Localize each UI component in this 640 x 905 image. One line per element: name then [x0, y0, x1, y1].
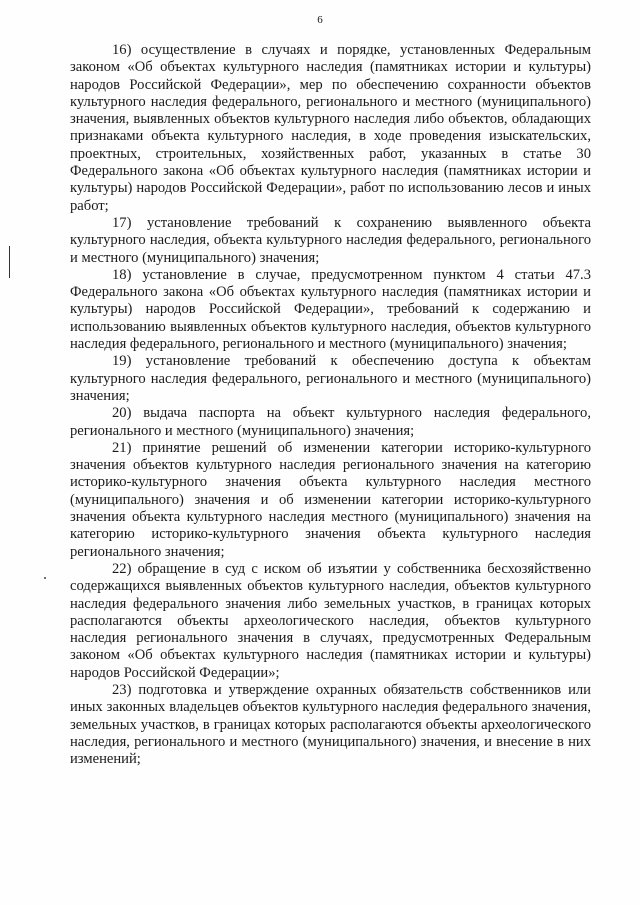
- paragraph-20: 20) выдача паспорта на объект культурного наследия федерального, регионального и местного (муниципального) значения;: [70, 405, 591, 439]
- paragraph-19: 19) установление требований к обеспечению доступа к объектам культурного наследия федерального, регионального и местного (муниципального) значения;: [70, 353, 591, 404]
- paragraph-23: 23) подготовка и утверждение охранных обязательств собственников или иных законных владельцев объектов культурного наследия федерального значения, земельных участков, в границах которых располагаются объекты археологического наследия, регионального и местного (муниципального) значения, и внесение в них изменений;: [70, 681, 591, 768]
- document-body: [70, 42, 591, 768]
- page-number: 6: [317, 14, 323, 26]
- paragraph-18: 18) установление в случае, предусмотренном пунктом 4 статьи 47.3 Федерального закона «Об объектах культурного наследия (памятниках истории и культуры) народов Российской Федерации», требований к содержанию и использованию выявленных объектов культурного наследия, объектов культурного наследия федерального, регионального и местного (муниципального) значения;: [70, 266, 591, 353]
- paragraph-22: 22) обращение в суд с иском об изъятии у собственника бесхозяйственно содержащихся выявленных объектов культурного наследия, объектов культурного наследия федерального значения либо земельных участков, в границах которых располагаются объекты археологического наследия, объектов культурного наследия регионального значения в случаях, предусмотренных Федеральным законом «Об объектах культурного наследия (памятниках истории и культуры) народов Российской Федерации»;: [70, 560, 591, 681]
- scan-dot: [44, 577, 46, 579]
- paragraph-17: 17) установление требований к сохранению выявленного объекта культурного наследия, объекта культурного наследия федерального, регионального и местного (муниципального) значения;: [70, 214, 591, 266]
- paragraph-16: 16) осуществление в случаях и порядке, установленных Федеральным законом «Об объектах культурного наследия (памятниках истории и культуры) народов Российской Федерации», мер по обеспечению сохранности объектов культурного наследия федерального, регионального и местного (муниципального) значения, выявленных объектов культурного наследия либо объектов, обладающих признаками объекта культурного наследия, в ходе проведения изыскательских, проектных, строительных, хозяйственных работ, указанных в статье 30 Федерального закона «Об объектах культурного наследия (памятниках истории и культуры) народов Российской Федерации», работ по использованию лесов и иных работ;: [70, 42, 591, 214]
- margin-mark: [9, 246, 10, 278]
- paragraph-21: 21) принятие решений об изменении категории историко-культурного значения объектов культурного наследия регионального значения на категорию историко-культурного значения объекта культурного наследия местного (муниципального) значения и об изменении категории историко-культурного значения объекта культурного наследия местного (муниципального) значения на категорию историко-культурного значения объекта культурного наследия регионального значения;: [70, 439, 591, 560]
